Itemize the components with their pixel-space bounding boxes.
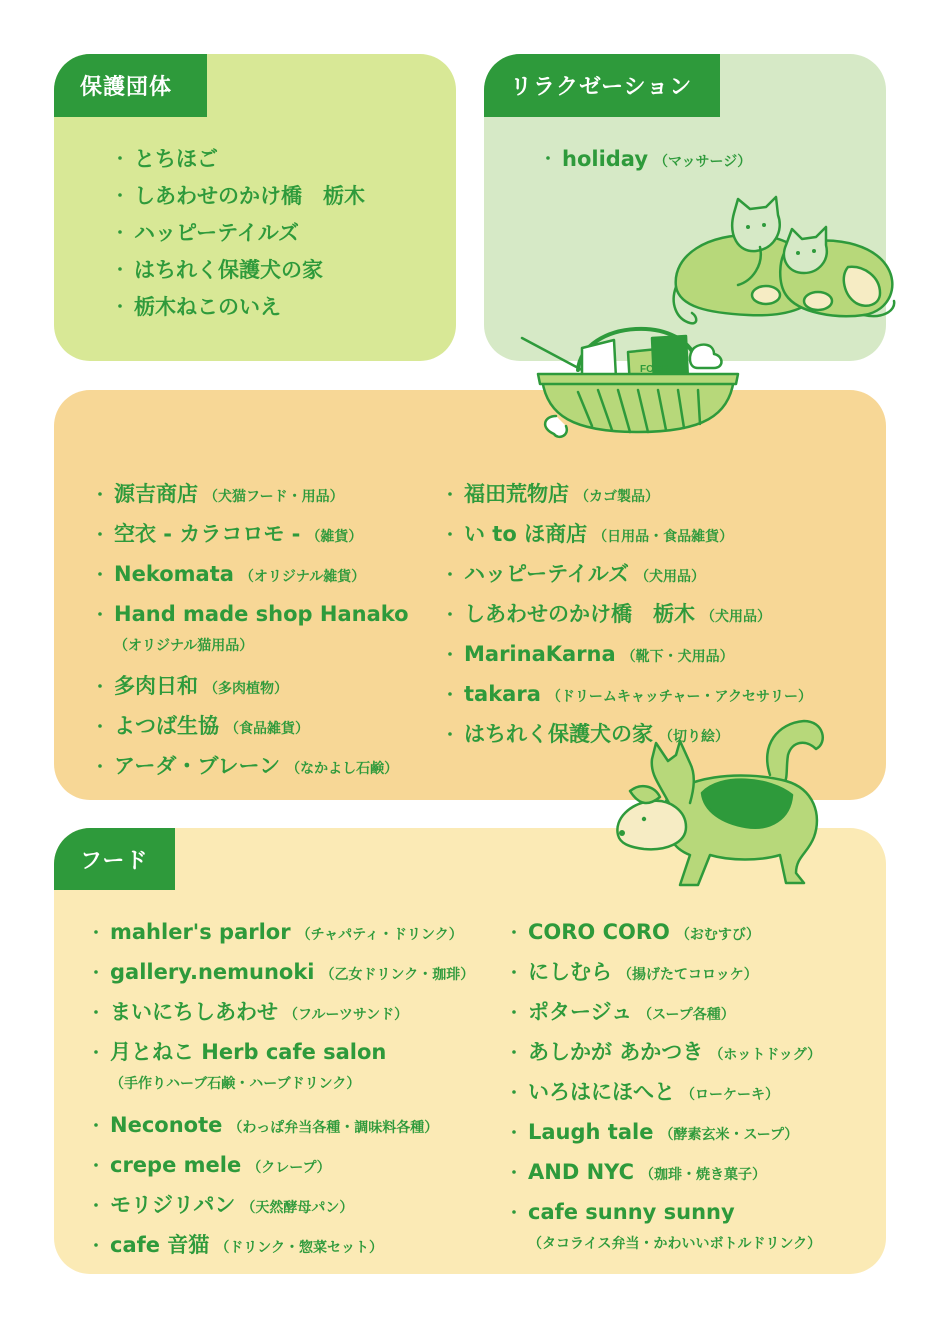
list-item: [510, 918, 821, 950]
list-item: [96, 560, 409, 592]
item-desc: （珈琲・焼き菓子）: [640, 1167, 767, 1183]
item-name: い to ほ商店: [464, 522, 588, 546]
item-name: ポタージュ: [528, 1000, 633, 1024]
relax-list: [544, 144, 751, 177]
item-name: 栃木ねこのいえ: [134, 295, 281, 319]
list-item: [92, 1191, 474, 1223]
item-desc: （なかよし石鹸）: [286, 761, 399, 777]
item-desc: （スープ各種）: [638, 1007, 735, 1023]
protect-section-title: 保護団体: [54, 54, 207, 117]
list-item: [96, 600, 409, 661]
list-item: [510, 1198, 821, 1259]
list-item: [446, 680, 812, 712]
item-name: cafe 音猫: [110, 1233, 210, 1257]
protect-list: [116, 144, 365, 329]
item-desc: （手作りハーブ石鹸・ハーブドリンク）: [110, 1076, 361, 1092]
item-name: gallery.nemunoki: [110, 960, 315, 984]
list-item: [96, 520, 409, 552]
item-name: はちれく保護犬の家: [134, 258, 323, 282]
list-item: [446, 560, 812, 592]
list-item: [96, 712, 409, 744]
goods-list-left: [96, 480, 409, 792]
list-item: [510, 1158, 821, 1190]
item-desc: （わっぱ弁当各種・調味料各種）: [228, 1120, 439, 1136]
item-desc: （ドリンク・惣菜セット）: [215, 1240, 384, 1256]
item-desc: （天然酵母パン）: [241, 1200, 354, 1216]
item-desc: （犬猫フード・用品）: [204, 489, 344, 505]
item-desc: （切り絵）: [659, 729, 729, 745]
basket-icon: [518, 308, 744, 448]
list-item: [510, 998, 821, 1030]
list-item: [510, 1078, 821, 1110]
list-item: [92, 998, 474, 1030]
item-desc: （ドリームキャッチャー・アクセサリー）: [546, 689, 813, 705]
item-desc: （ローケーキ）: [681, 1087, 779, 1103]
item-name: Nekomata: [114, 562, 234, 586]
item-name: AND NYC: [528, 1160, 635, 1184]
item-name: cafe sunny sunny: [528, 1200, 735, 1224]
list-item: [116, 144, 365, 181]
list-item: [92, 1231, 474, 1263]
item-desc: （オリジナル雑貨）: [239, 569, 366, 585]
food-section-title: フード: [54, 828, 175, 890]
item-name: Laugh tale: [528, 1120, 654, 1144]
item-desc: （犬用品）: [701, 609, 771, 625]
item-desc: （カゴ製品）: [575, 489, 659, 505]
item-name: しあわせのかけ橋 栃木: [464, 602, 695, 626]
list-item: [116, 181, 365, 218]
item-desc: （多肉植物）: [204, 681, 288, 697]
item-name: 月とねこ Herb cafe salon: [110, 1040, 387, 1064]
list-item: [92, 918, 474, 950]
item-desc: （犬用品）: [635, 569, 706, 585]
list-item: [544, 144, 751, 177]
item-name: mahler's parlor: [110, 920, 291, 944]
item-desc: （日用品・食品雑貨）: [593, 529, 734, 545]
item-name: にしむら: [528, 960, 612, 984]
item-name: よつば生協: [114, 714, 219, 738]
item-name: 多肉日和: [114, 674, 198, 698]
item-desc: （雑貨）: [306, 529, 363, 545]
list-item: [96, 752, 409, 784]
list-item: [96, 480, 409, 512]
list-item: [446, 600, 812, 632]
food-list-left: [92, 918, 474, 1271]
relax-section-title: リラクゼーション: [484, 54, 720, 117]
item-name: モリジリパン: [110, 1193, 236, 1217]
item-name: まいにちしあわせ: [110, 1000, 278, 1024]
list-item: [446, 480, 812, 512]
item-desc: （オリジナル猫用品）: [114, 638, 254, 654]
item-name: takara: [464, 682, 541, 706]
item-desc: （マッサージ）: [654, 154, 752, 170]
item-name: crepe mele: [110, 1153, 242, 1177]
item-name: MarinaKarna: [464, 642, 616, 666]
item-desc: （おむすび）: [675, 927, 760, 943]
item-desc: （酵素玄米・スープ）: [659, 1127, 799, 1143]
food-list-right: [510, 918, 821, 1267]
item-name: CORO CORO: [528, 920, 670, 944]
item-name: はちれく保護犬の家: [464, 722, 653, 746]
list-item: [510, 1118, 821, 1150]
basket-food-label: FOOD: [640, 364, 669, 375]
item-desc: （クレープ）: [247, 1160, 331, 1176]
list-item: [116, 218, 365, 255]
list-item: [116, 292, 365, 329]
item-name: 源吉商店: [114, 482, 198, 506]
item-desc: （フルーツサンド）: [284, 1007, 409, 1023]
list-item: [510, 1038, 821, 1070]
list-item: [446, 640, 812, 672]
item-name: しあわせのかけ橋 栃木: [134, 184, 365, 208]
item-name: あしかが あかつき: [528, 1040, 704, 1064]
dog-icon: [610, 715, 836, 895]
item-name: アーダ・ブレーン: [114, 754, 281, 778]
list-item: [92, 1151, 474, 1183]
list-item: [92, 958, 474, 990]
item-desc: （チャパティ・ドリンク）: [296, 927, 463, 943]
item-desc: （靴下・犬用品）: [621, 649, 734, 665]
list-item: [96, 672, 409, 704]
item-name: 福田荒物店: [464, 482, 569, 506]
item-name: ハッピーテイルズ: [134, 221, 300, 245]
list-item: [92, 1111, 474, 1143]
item-name: 空衣 - カラコロモ -: [114, 522, 301, 546]
list-item: [116, 255, 365, 292]
item-name: Neconote: [110, 1113, 223, 1137]
list-item: [92, 1038, 474, 1099]
list-item: [446, 520, 812, 552]
item-desc: （ホットドッグ）: [709, 1047, 822, 1063]
item-name: Hand made shop Hanako: [114, 602, 409, 626]
list-item: [510, 958, 821, 990]
item-desc: （タコライス弁当・かわいいボトルドリンク）: [528, 1236, 822, 1252]
item-name: holiday: [562, 147, 649, 171]
item-name: いろはにほへと: [528, 1080, 675, 1104]
item-name: とちほご: [134, 147, 218, 171]
item-desc: （乙女ドリンク・珈琲）: [320, 967, 475, 983]
item-desc: （食品雑貨）: [225, 721, 309, 737]
item-desc: （揚げたてコロッケ）: [618, 967, 758, 983]
item-name: ハッピーテイルズ: [464, 562, 630, 586]
